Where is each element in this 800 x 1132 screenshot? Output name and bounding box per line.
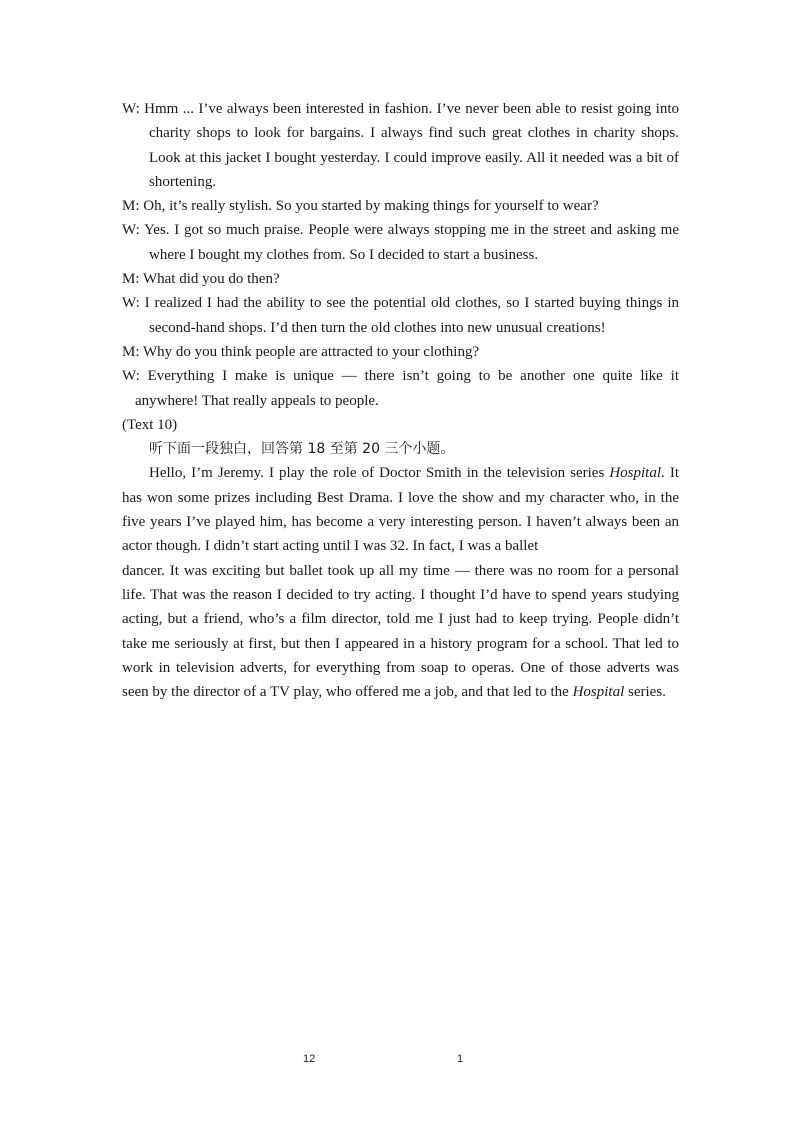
dialogue-line-m3: M: Why do you think people are attracted to your clothing? <box>122 343 480 360</box>
page-number-left: 12 <box>303 1053 316 1065</box>
monologue-paragraph-1 <box>122 461 679 558</box>
monologue-text: Hello, I’m Jeremy. I play the role of Doctor Smith in the television series <box>149 465 610 482</box>
monologue-text: series. <box>624 684 666 701</box>
show-title: Hospital <box>609 465 662 482</box>
instruction-line: 听下面一段独白，回答第 18 至第 20 三个小题。 <box>149 441 455 458</box>
page-number-right: 1 <box>457 1053 464 1065</box>
document-body <box>122 97 679 704</box>
show-title: Hospital <box>572 684 625 701</box>
dialogue-line-w2: W: Yes. I got so much praise. People were always stopping me in the street and asking me where I bought my clothes from. So I decided to start a business. <box>122 222 679 263</box>
monologue-text: dancer. It was exciting but ballet took up all my time — there was no room for a personal life. That was the reason I decided to try acting. I thought I’d have to spend years studying acting, but a friend, who’s a film director, told me I just had to keep trying. People didn’t take me seriously at first, but then I appeared in a history program for a school. That led to work in television adverts, for everything from soap to operas. One of those adverts was seen by the director of a TV play, who offered me a job, and that led to the <box>122 562 679 701</box>
monologue-paragraph-2 <box>122 559 679 705</box>
dialogue-line-w3: W: I realized I had the ability to see the potential old clothes, so I started buying things in second-hand shops. I’d then turn the old clothes into new unusual creations! <box>122 295 679 336</box>
dialogue-line-m1: M: Oh, it’s really stylish. So you started by making things for yourself to wear? <box>122 198 599 215</box>
dialogue-line-w4: W: Everything I make is unique — there isn’t going to be another one quite like it anywhere! That really appeals to people. <box>122 368 679 409</box>
text-label: (Text 10) <box>122 416 178 433</box>
dialogue-line-m2: M: What did you do then? <box>122 271 280 288</box>
dialogue-line-w1: W: Hmm ... I’ve always been interested in fashion. I’ve never been able to resist going into charity shops to look for bargains. I always find such great clothes in charity shops. Look at this jacket I bought yesterday. I could improve easily. All it needed was a bit of shortening. <box>122 101 679 190</box>
monologue-text: . It has won some prizes including Best Drama. I love the show and my character who, in the five years I’ve played him, has become a very interesting person. I haven’t always been an actor though. I didn’t start acting until I was 32. In fact, I was a ballet <box>122 465 679 555</box>
